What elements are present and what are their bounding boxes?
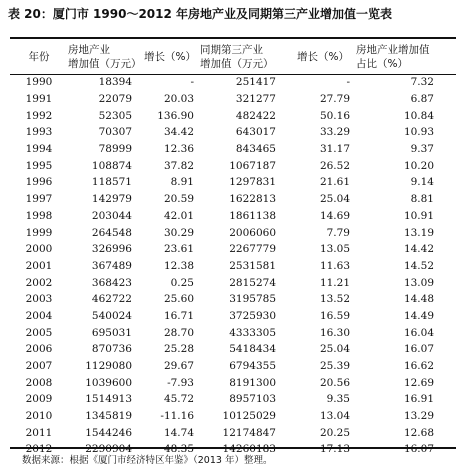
cell-realestate-value: 1345819 xyxy=(85,410,132,423)
cell-realestate-growth: 42.01 xyxy=(163,209,194,222)
cell-realestate-growth: 30.29 xyxy=(163,226,194,239)
cell-share: 9.14 xyxy=(410,176,434,189)
cell-year: 1996 xyxy=(25,176,53,189)
cell-tertiary-growth: 25.39 xyxy=(319,360,350,373)
cell-tertiary-growth: 7.79 xyxy=(326,226,350,239)
cell-realestate-growth: 28.70 xyxy=(163,326,194,339)
cell-share: 12.68 xyxy=(403,426,434,439)
cell-year: 1993 xyxy=(25,126,53,139)
table-row xyxy=(10,157,456,174)
cell-tertiary-value: 3195785 xyxy=(229,293,276,306)
cell-tertiary-value: 5418434 xyxy=(229,343,276,356)
cell-realestate-growth: -7.93 xyxy=(167,376,194,389)
table-row xyxy=(10,374,456,391)
cell-share: 14.42 xyxy=(403,243,434,256)
cell-year: 1995 xyxy=(25,159,53,172)
cell-realestate-growth: 12.36 xyxy=(163,143,194,156)
cell-share: 10.91 xyxy=(403,209,434,222)
table-row xyxy=(10,391,456,408)
cell-realestate-growth: -11.16 xyxy=(160,410,194,423)
cell-share: 16.07 xyxy=(403,443,434,456)
cell-share: 16.04 xyxy=(403,326,434,339)
cell-share: 8.81 xyxy=(410,193,434,206)
cell-tertiary-growth: 13.05 xyxy=(319,243,350,256)
cell-realestate-value: 326996 xyxy=(91,243,132,256)
cell-year: 2005 xyxy=(25,326,53,339)
cell-tertiary-growth: 14.69 xyxy=(319,209,350,222)
cell-realestate-growth: 14.74 xyxy=(163,426,194,439)
table-row xyxy=(10,258,456,275)
cell-realestate-growth: 16.71 xyxy=(163,309,194,322)
cell-share: 13.29 xyxy=(403,410,434,423)
cell-tertiary-growth: 50.16 xyxy=(319,109,350,122)
header-row xyxy=(10,39,456,74)
cell-year: 1997 xyxy=(25,193,53,206)
table-row xyxy=(10,224,456,241)
source-note: 数据来源：根据《厦门市经济特区年鉴》（2013 年）整理。 xyxy=(22,455,273,466)
cell-realestate-growth: 136.90 xyxy=(157,109,194,122)
cell-tertiary-value: 6794355 xyxy=(229,360,276,373)
cell-realestate-growth: 37.82 xyxy=(163,159,194,172)
cell-share: 12.69 xyxy=(403,376,434,389)
cell-realestate-growth: 29.67 xyxy=(163,360,194,373)
cell-realestate-value: 1129080 xyxy=(85,360,132,373)
table-row xyxy=(10,74,456,91)
cell-realestate-value: 462722 xyxy=(91,293,132,306)
cell-tertiary-value: 3725930 xyxy=(229,309,276,322)
header-realestate-growth xyxy=(140,39,200,74)
cell-year: 2001 xyxy=(25,259,53,272)
cell-tertiary-growth: 25.04 xyxy=(319,343,350,356)
cell-realestate-growth: 0.25 xyxy=(170,276,194,289)
table-row xyxy=(10,141,456,158)
cell-year: 1991 xyxy=(25,93,53,106)
table-row xyxy=(10,408,456,425)
cell-realestate-value: 118571 xyxy=(91,176,132,189)
header-text: 房地产业增加值 xyxy=(356,43,430,56)
cell-share: 10.84 xyxy=(403,109,434,122)
cell-realestate-value: 142979 xyxy=(91,193,132,206)
cell-tertiary-growth: 21.61 xyxy=(319,176,350,189)
table-row xyxy=(10,191,456,208)
cell-tertiary-value: 10125029 xyxy=(222,410,276,423)
cell-tertiary-value: 1622813 xyxy=(229,193,276,206)
cell-share: 10.93 xyxy=(403,126,434,139)
header-text: 增加值（万元） xyxy=(200,57,274,70)
cell-tertiary-value: 8191300 xyxy=(229,376,276,389)
header-text: 同期第三产业 xyxy=(200,43,263,56)
cell-tertiary-value: 14260183 xyxy=(222,443,276,456)
cell-realestate-growth: 23.61 xyxy=(163,243,194,256)
cell-tertiary-growth: 33.29 xyxy=(319,126,350,139)
cell-tertiary-growth: 16.30 xyxy=(319,326,350,339)
cell-share: 9.37 xyxy=(410,143,434,156)
table-row xyxy=(10,274,456,291)
cell-realestate-growth: 12.38 xyxy=(163,259,194,272)
cell-share: 10.20 xyxy=(403,159,434,172)
cell-tertiary-growth: 31.17 xyxy=(319,143,350,156)
cell-tertiary-value: 8957103 xyxy=(229,393,276,406)
cell-tertiary-growth: - xyxy=(346,76,350,89)
table-row xyxy=(10,324,456,341)
cell-year: 2004 xyxy=(25,309,53,322)
table-row xyxy=(10,308,456,325)
cell-year: 2007 xyxy=(25,360,53,373)
cell-tertiary-growth: 13.04 xyxy=(319,410,350,423)
cell-tertiary-value: 2815274 xyxy=(229,276,276,289)
table-body xyxy=(10,74,456,458)
cell-tertiary-value: 2531581 xyxy=(229,259,276,272)
cell-realestate-value: 108874 xyxy=(91,159,132,172)
cell-year: 2008 xyxy=(25,376,53,389)
table-row xyxy=(10,291,456,308)
cell-share: 14.48 xyxy=(403,293,434,306)
table-row xyxy=(10,124,456,141)
cell-tertiary-value: 643017 xyxy=(235,126,276,139)
header-tertiary-value xyxy=(200,39,290,74)
cell-realestate-growth: 20.59 xyxy=(163,193,194,206)
header-text: 增长（%） xyxy=(144,50,196,63)
cell-tertiary-value: 1861138 xyxy=(229,209,276,222)
cell-realestate-value: 2290904 xyxy=(85,443,132,456)
table-row xyxy=(10,91,456,108)
cell-year: 2009 xyxy=(25,393,53,406)
table-row xyxy=(10,358,456,375)
cell-year: 1999 xyxy=(25,226,53,239)
cell-year: 2003 xyxy=(25,293,53,306)
cell-tertiary-value: 251417 xyxy=(235,76,276,89)
cell-year: 2002 xyxy=(25,276,53,289)
cell-realestate-growth: - xyxy=(190,76,194,89)
cell-tertiary-growth: 16.59 xyxy=(319,309,350,322)
cell-year: 2006 xyxy=(25,343,53,356)
cell-tertiary-value: 482422 xyxy=(235,109,276,122)
header-tertiary-growth xyxy=(290,39,356,74)
cell-realestate-value: 22079 xyxy=(98,93,132,106)
header-text: 增长（%） xyxy=(297,50,349,63)
cell-realestate-value: 18394 xyxy=(98,76,132,89)
table-row xyxy=(10,107,456,124)
cell-realestate-value: 264548 xyxy=(91,226,132,239)
header-text: 占比（%） xyxy=(356,57,408,70)
cell-tertiary-growth: 25.04 xyxy=(319,193,350,206)
cell-year: 2000 xyxy=(25,243,53,256)
data-table xyxy=(10,39,456,458)
cell-year: 2012 xyxy=(25,443,53,456)
cell-tertiary-value: 2267779 xyxy=(229,243,276,256)
cell-tertiary-growth: 11.21 xyxy=(319,276,350,289)
cell-share: 6.87 xyxy=(410,93,434,106)
cell-year: 1990 xyxy=(25,76,53,89)
cell-realestate-value: 695031 xyxy=(91,326,132,339)
cell-year: 1992 xyxy=(25,109,53,122)
header-realestate-value xyxy=(68,39,140,74)
cell-realestate-value: 1039600 xyxy=(85,376,132,389)
table-row xyxy=(10,208,456,225)
cell-realestate-value: 367489 xyxy=(91,259,132,272)
cell-share: 14.49 xyxy=(403,309,434,322)
header-share xyxy=(356,39,456,74)
cell-year: 1994 xyxy=(25,143,53,156)
cell-share: 16.62 xyxy=(403,360,434,373)
cell-tertiary-growth: 13.52 xyxy=(319,293,350,306)
table-row xyxy=(10,341,456,358)
cell-tertiary-value: 321277 xyxy=(235,93,276,106)
cell-tertiary-growth: 20.56 xyxy=(319,376,350,389)
cell-realestate-value: 1514913 xyxy=(85,393,132,406)
cell-year: 2011 xyxy=(25,426,53,439)
cell-realestate-value: 203044 xyxy=(91,209,132,222)
cell-tertiary-growth: 27.79 xyxy=(319,93,350,106)
cell-tertiary-value: 843465 xyxy=(235,143,276,156)
cell-tertiary-growth: 9.35 xyxy=(326,393,350,406)
cell-realestate-value: 870736 xyxy=(91,343,132,356)
cell-realestate-value: 540024 xyxy=(91,309,132,322)
cell-tertiary-value: 1297831 xyxy=(229,176,276,189)
cell-tertiary-value: 4333305 xyxy=(229,326,276,339)
cell-share: 7.32 xyxy=(410,76,434,89)
cell-realestate-growth: 45.72 xyxy=(163,393,194,406)
cell-share: 14.52 xyxy=(403,259,434,272)
cell-share: 16.07 xyxy=(403,343,434,356)
cell-realestate-growth: 48.35 xyxy=(163,443,194,456)
cell-tertiary-growth: 17.13 xyxy=(319,443,350,456)
cell-realestate-value: 78999 xyxy=(98,143,132,156)
cell-realestate-growth: 8.91 xyxy=(170,176,194,189)
cell-realestate-value: 368423 xyxy=(91,276,132,289)
cell-realestate-growth: 20.03 xyxy=(163,93,194,106)
header-text: 增加值（万元） xyxy=(68,57,142,70)
cell-realestate-growth: 25.28 xyxy=(163,343,194,356)
cell-realestate-value: 1544246 xyxy=(85,426,132,439)
table-row xyxy=(10,424,456,441)
cell-tertiary-value: 1067187 xyxy=(229,159,276,172)
cell-year: 1998 xyxy=(25,209,53,222)
table-row xyxy=(10,174,456,191)
table-title: 表 20：厦门市 1990～2012 年房地产业及同期第三产业增加值一览表 xyxy=(8,7,393,21)
header-year xyxy=(10,39,68,74)
cell-tertiary-value: 2006060 xyxy=(229,226,276,239)
header-text: 房地产业 xyxy=(68,43,110,56)
header-text: 年份 xyxy=(28,50,50,63)
cell-share: 13.09 xyxy=(403,276,434,289)
table-row xyxy=(10,241,456,258)
cell-realestate-value: 70307 xyxy=(98,126,132,139)
cell-year: 2010 xyxy=(25,410,53,423)
cell-share: 16.91 xyxy=(403,393,434,406)
cell-tertiary-growth: 26.52 xyxy=(319,159,350,172)
cell-realestate-growth: 34.42 xyxy=(163,126,194,139)
cell-tertiary-growth: 20.25 xyxy=(319,426,350,439)
cell-tertiary-value: 12174847 xyxy=(222,426,276,439)
cell-share: 13.19 xyxy=(403,226,434,239)
cell-realestate-growth: 25.60 xyxy=(163,293,194,306)
cell-tertiary-growth: 11.63 xyxy=(319,259,350,272)
cell-realestate-value: 52305 xyxy=(98,109,132,122)
